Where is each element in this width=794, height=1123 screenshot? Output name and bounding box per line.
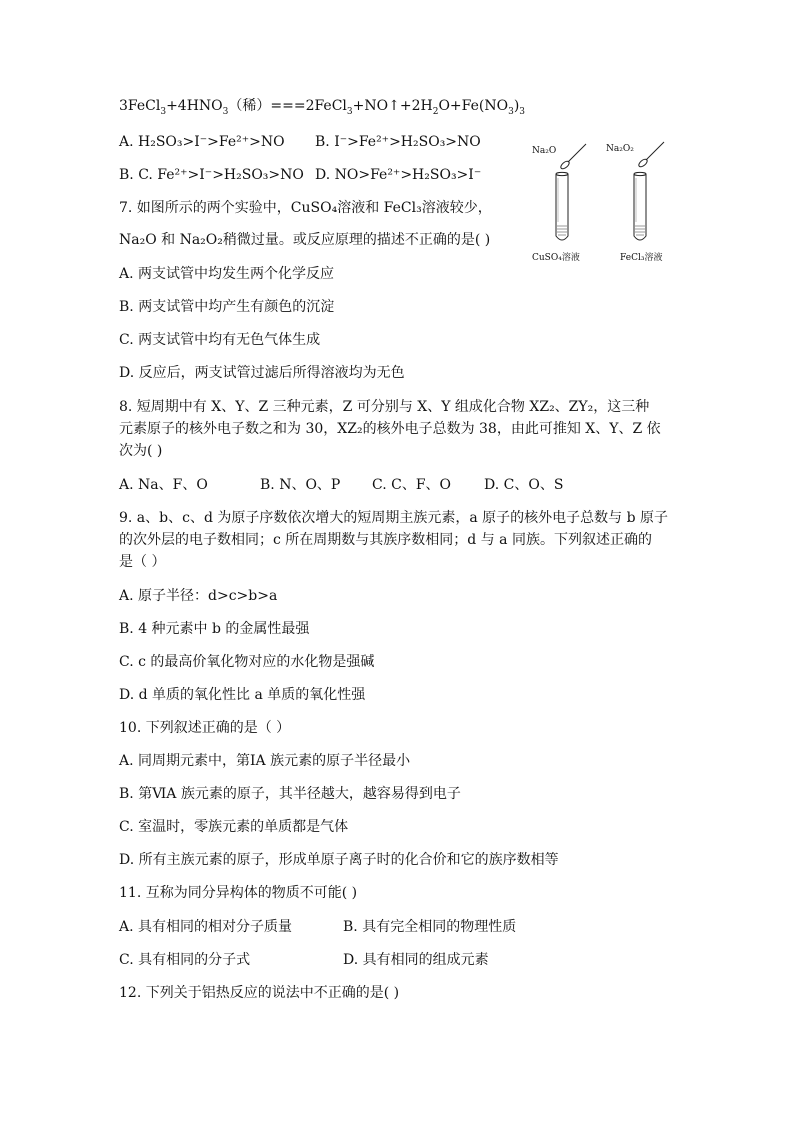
eq-part: +4HNO xyxy=(166,98,223,114)
q7-stem-2: Na₂O 和 Na₂O₂稍微过量。或反应原理的描述不正确的是( ) xyxy=(119,232,491,248)
test-tubes-drawing xyxy=(526,138,676,248)
q11-option-a[interactable]: A. 具有相同的相对分子质量 xyxy=(119,919,293,935)
q10-option-a[interactable]: A. 同周期元素中，第ⅠA 族元素的原子半径最小 xyxy=(119,753,411,769)
test-tube-figure xyxy=(526,138,676,268)
eq-sub: 2 xyxy=(432,106,439,117)
spoon-right-icon xyxy=(637,142,664,168)
q6-option-d[interactable]: D. NO>Fe²⁺>H₂SO₃>I⁻ xyxy=(315,167,482,183)
eq-sub: 3 xyxy=(222,106,229,117)
label-na2o: Na₂O xyxy=(532,146,557,156)
q9-stem-1: 9. a、b、c、d 为原子序数依次增大的短周期主族元素，a 原子的核外电子总数与 b 原子 xyxy=(119,510,669,526)
q11-option-c[interactable]: C. 具有相同的分子式 xyxy=(119,952,251,968)
q9-option-a[interactable]: A. 原子半径：d>c>b>a xyxy=(119,588,278,604)
q8-option-b[interactable]: B. N、O、P xyxy=(260,477,341,493)
q11-option-d[interactable]: D. 具有相同的组成元素 xyxy=(343,952,489,968)
q7-option-a[interactable]: A. 两支试管中均发生两个化学反应 xyxy=(119,266,335,282)
q6-option-b[interactable]: B. I⁻>Fe²⁺>H₂SO₃>NO xyxy=(315,134,481,150)
eq-part: +NO↑+2H xyxy=(352,98,433,114)
eq-sub: 3 xyxy=(519,106,526,117)
eq-part: 3FeCl xyxy=(119,98,161,114)
label-cuso4: CuSO₄溶液 xyxy=(532,253,580,263)
eq-sub: 3 xyxy=(508,106,514,117)
q6-option-c[interactable]: B. C. Fe²⁺>I⁻>H₂SO₃>NO xyxy=(119,167,304,183)
q7-option-c[interactable]: C. 两支试管中均有无色气体生成 xyxy=(119,332,321,348)
q8-option-c[interactable]: C. C、F、O xyxy=(372,477,452,493)
test-tube-left-icon xyxy=(556,172,568,240)
q9-stem-2: 的次外层的电子数相同；c 所在周期数与其族序数相同；d 与 a 同族。下列叙述正确的 xyxy=(119,532,652,548)
q12-stem: 12. 下列关于铝热反应的说法中不正确的是( ) xyxy=(119,985,400,1001)
q10-option-b[interactable]: B. 第ⅥA 族元素的原子，其半径越大，越容易得到电子 xyxy=(119,786,461,802)
eq-part: O+Fe(NO xyxy=(438,98,509,114)
q10-stem: 10. 下列叙述正确的是（ ） xyxy=(119,720,291,736)
q9-stem-3: 是（ ） xyxy=(119,554,166,570)
q8-stem-1: 8. 短周期中有 X、Y、Z 三种元素，Z 可分别与 X、Y 组成化合物 XZ₂、ZY₂，这三种 xyxy=(119,399,650,415)
q11-option-b[interactable]: B. 具有完全相同的物理性质 xyxy=(343,919,517,935)
spoon-left-icon xyxy=(559,144,586,170)
q10-option-c[interactable]: C. 室温时，零族元素的单质都是气体 xyxy=(119,819,349,835)
eq-part: ) xyxy=(513,98,520,114)
q7-stem-1: 7. 如图所示的两个实验中，CuSO₄溶液和 FeCl₃溶液较少， xyxy=(119,200,492,216)
eq-sub: 3 xyxy=(160,106,167,117)
eq-part: （稀）===2FeCl xyxy=(228,98,347,114)
q10-option-d[interactable]: D. 所有主族元素的原子，形成单原子离子时的化合价和它的族序数相等 xyxy=(119,852,559,868)
q8-stem-2: 元素原子的核外电子数之和为 30，XZ₂的核外电子总数为 38，由此可推知 X、Y、Z 依 xyxy=(119,421,661,437)
q8-stem-3: 次为( ) xyxy=(119,443,163,459)
q8-option-a[interactable]: A. Na、F、O xyxy=(119,477,208,493)
eq-sub: 3 xyxy=(346,106,353,117)
label-na2o2: Na₂O₂ xyxy=(606,144,634,154)
q9-option-c[interactable]: C. c 的最高价氧化物对应的水化物是强碱 xyxy=(119,654,375,670)
q11-stem: 11. 互称为同分异构体的物质不可能( ) xyxy=(119,885,358,901)
q9-option-b[interactable]: B. 4 种元素中 b 的金属性最强 xyxy=(119,621,310,637)
q9-option-d[interactable]: D. d 单质的氧化性比 a 单质的氧化性强 xyxy=(119,687,366,703)
q7-option-b[interactable]: B. 两支试管中均产生有颜色的沉淀 xyxy=(119,299,335,315)
equation-line xyxy=(119,97,525,115)
q7-option-d[interactable]: D. 反应后，两支试管过滤后所得溶液均为无色 xyxy=(119,365,405,381)
q8-option-d[interactable]: D. C、O、S xyxy=(484,477,564,493)
q6-option-a[interactable]: A. H₂SO₃>I⁻>Fe²⁺>NO xyxy=(119,134,285,150)
test-tube-right-icon xyxy=(634,172,646,240)
label-fecl3: FeCl₃溶液 xyxy=(620,253,663,263)
